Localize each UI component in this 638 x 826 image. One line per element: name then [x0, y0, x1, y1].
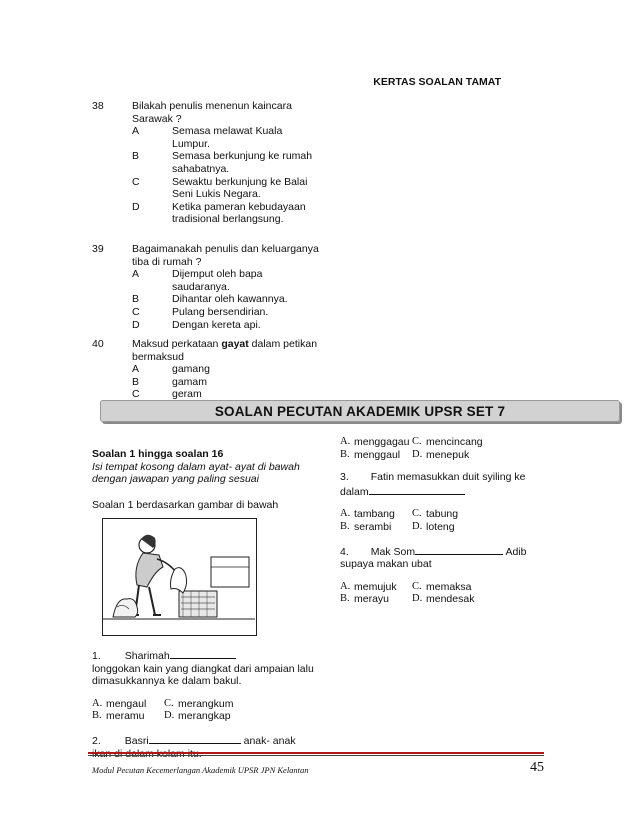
question-39	[92, 243, 322, 331]
answer-blank[interactable]	[170, 648, 236, 659]
option-letter: C.	[412, 580, 422, 592]
banner-title: SOALAN PECUTAN AKADEMIK UPSR SET 7	[214, 403, 506, 419]
option-letter: D.	[412, 520, 423, 532]
question-subject: Sharimah	[124, 650, 170, 662]
option-a[interactable]: mengaul	[106, 697, 147, 710]
section-intro	[92, 448, 322, 511]
option-letter: B.	[340, 593, 350, 605]
option-c[interactable]: merangkum	[178, 697, 234, 710]
question-text: supaya makan ubat	[340, 558, 432, 571]
section-banner	[100, 400, 620, 422]
answers-column	[340, 436, 540, 606]
option-letter: A.	[340, 436, 351, 447]
option-a[interactable]: menggagau	[354, 436, 410, 448]
answer-blank[interactable]	[149, 733, 241, 744]
question-number: 38	[92, 100, 104, 112]
section-title: Soalan 1 hingga soalan 16	[92, 448, 224, 460]
page-header: KERTAS SOALAN TAMAT	[373, 76, 501, 88]
option-d[interactable]: mendesak	[426, 593, 475, 606]
option-a[interactable]: tambang	[354, 508, 395, 521]
option-letter: D.	[164, 710, 175, 722]
option-text: Dijemput oleh bapa saudaranya.	[172, 268, 263, 293]
laundry-illustration-icon	[103, 519, 255, 634]
question-text: anak- anak	[243, 734, 296, 747]
option-text: geram	[172, 388, 202, 401]
footer-rule-dark	[88, 755, 544, 756]
option-d[interactable]: merangkap	[178, 710, 231, 723]
option-c[interactable]: tabung	[426, 508, 459, 521]
question-4	[340, 544, 540, 559]
option-b[interactable]: serambi	[354, 520, 392, 533]
option-letter: C	[132, 388, 140, 401]
illustration-woman-laundry	[102, 518, 257, 636]
option-c[interactable]: mencincang	[426, 436, 483, 448]
option-letter: B	[132, 150, 140, 163]
question-text: Bagaimanakah penulis dan keluarganya tiba di rumah ?	[132, 243, 319, 268]
option-text: Dengan kereta api.	[172, 318, 261, 331]
option-b[interactable]: menggaul	[354, 448, 401, 461]
option-letter: B	[132, 293, 140, 306]
question-text: Bilakah penulis menenun kaincara Sarawak ?	[132, 100, 292, 125]
question-3	[340, 471, 540, 498]
option-b[interactable]: meramu	[106, 710, 145, 723]
footer-text: Modul Pecutan Kecemerlangan Akademik UPSR JPN Kelantan	[92, 765, 309, 775]
question-number: 2.	[92, 734, 101, 747]
option-letter: C	[132, 305, 140, 318]
option-letter: A	[132, 268, 140, 281]
question-number: 4.	[340, 545, 349, 558]
keyword: gayat	[221, 338, 249, 350]
option-letter: A	[132, 125, 140, 138]
option-letter: C.	[412, 436, 422, 447]
image-note: Soalan 1 berdasarkan gambar di bawah	[92, 498, 279, 511]
option-letter: D	[132, 200, 140, 213]
option-letter: A.	[340, 580, 351, 592]
question-number: 3.	[340, 471, 349, 484]
option-a[interactable]: memujuk	[354, 580, 397, 593]
option-letter: D.	[412, 448, 423, 460]
question-number: 39	[92, 243, 104, 255]
option-letter: B	[132, 375, 140, 388]
option-letter: B.	[340, 448, 350, 460]
option-letter: C.	[412, 508, 422, 520]
question-text: Fatin memasukkan duit syiling ke dalam	[340, 471, 526, 498]
question-1	[92, 648, 322, 760]
answer-blank[interactable]	[369, 484, 465, 495]
option-text: Semasa berkunjung ke rumah sahabatnya.	[172, 150, 313, 175]
question-number: 1.	[92, 650, 101, 662]
option-letter: B.	[92, 710, 102, 722]
question-38	[92, 100, 322, 226]
option-letter: A	[132, 363, 140, 376]
answer-blank[interactable]	[415, 544, 503, 555]
option-c[interactable]: memaksa	[426, 580, 472, 593]
option-d[interactable]: menepuk	[426, 448, 470, 461]
option-letter: A.	[340, 508, 351, 520]
page-number: 45	[530, 760, 544, 775]
question-subject: Mak Som	[370, 545, 416, 558]
option-text: gamam	[172, 375, 208, 388]
section-instruction: Isi tempat kosong dalam ayat- ayat di bawah dengan jawapan yang paling sesuai	[92, 460, 300, 486]
option-letter: A.	[92, 697, 103, 709]
option-text: Ketika pameran kebudayaan tradisional berlangsung.	[172, 200, 306, 226]
option-text: Pulang bersendirian.	[172, 305, 269, 318]
option-letter: D	[132, 318, 140, 331]
option-text: Sewaktu berkunjung ke Balai Seni Lukis Negara.	[172, 175, 308, 201]
footer-rule-red	[88, 752, 544, 754]
question-text: longgokan kain yang diangkat dari ampaian lalu dimasukkannya ke dalam bakul.	[92, 662, 314, 688]
option-letter: B.	[340, 520, 350, 532]
option-d[interactable]: loteng	[426, 520, 455, 533]
option-text: Semasa melawat Kuala Lumpur.	[172, 125, 283, 150]
option-letter: C.	[164, 697, 174, 709]
option-letter: D.	[412, 593, 423, 605]
question-text: Adib	[505, 545, 527, 558]
question-text: Maksud perkataan gayat dalam petikan bermaksud	[132, 338, 318, 363]
question-number: 40	[92, 338, 104, 350]
option-text: Dihantar oleh kawannya.	[172, 293, 288, 306]
option-text: gamang	[172, 363, 210, 376]
option-letter: C	[132, 175, 140, 188]
question-subject: Basri	[124, 734, 149, 747]
option-b[interactable]: merayu	[354, 593, 390, 606]
